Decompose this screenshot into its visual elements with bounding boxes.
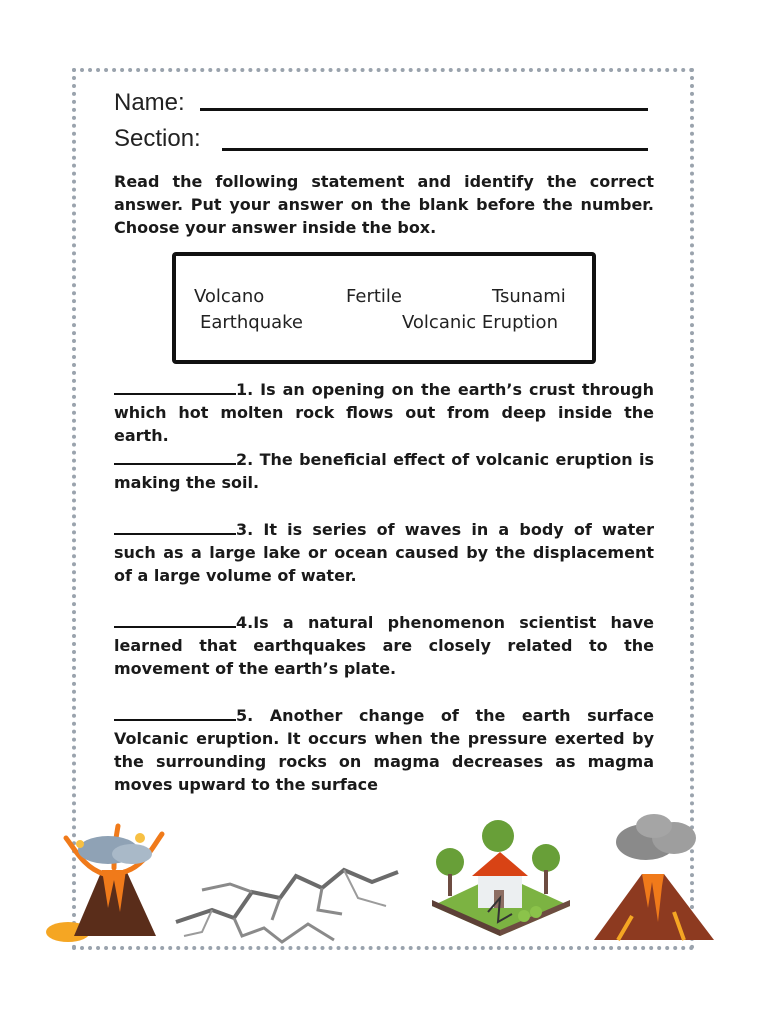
name-blank-line[interactable] (200, 108, 648, 111)
choice-volcanic-eruption: Volcanic Eruption (402, 312, 558, 333)
damaged-house-icon (428, 818, 574, 936)
smoking-volcano-icon (588, 812, 718, 944)
choice-earthquake: Earthquake (200, 312, 303, 333)
choice-fertile: Fertile (346, 286, 402, 307)
question-3-text: 3. It is series of waves in a body of water such as a large lake or ocean caused by the displacement of a large volume of water. (114, 520, 654, 585)
answer-blank-5[interactable] (114, 705, 236, 721)
answer-blank-4[interactable] (114, 612, 236, 628)
choice-tsunami: Tsunami (492, 286, 566, 307)
ground-crack-icon (172, 862, 402, 946)
section-label: Section: (114, 125, 201, 152)
question-4-text: 4.Is a natural phenomenon scientist have learned that earthquakes are closely related to the movement of the earth’s plate. (114, 613, 654, 678)
answer-blank-3[interactable] (114, 519, 236, 535)
question-1-text: 1. Is an opening on the earth’s crust through which hot molten rock flows out from deep inside the earth. (114, 380, 654, 445)
answer-choices-box (172, 252, 596, 364)
question-1 (114, 378, 654, 447)
section-field (114, 124, 201, 153)
name-field (114, 88, 185, 117)
question-2 (114, 448, 654, 494)
question-5-text: 5. Another change of the earth surface Volcanic eruption. It occurs when the pressure exerted by the surrounding rocks on magma decreases as magma moves upward to the surface (114, 706, 654, 794)
choice-volcano: Volcano (194, 286, 265, 307)
name-label: Name: (114, 89, 185, 116)
question-4 (114, 611, 654, 680)
answer-blank-1[interactable] (114, 379, 236, 395)
question-5 (114, 704, 654, 796)
instructions: Read the following statement and identify the correct answer. Put your answer on the blank before the number. Choose your answer inside the box. (114, 172, 654, 237)
question-3 (114, 518, 654, 587)
answer-blank-2[interactable] (114, 449, 236, 465)
question-2-text: 2. The beneficial effect of volcanic eruption is making the soil. (114, 450, 654, 492)
erupting-volcano-icon (44, 808, 174, 946)
section-blank-line[interactable] (222, 148, 648, 151)
